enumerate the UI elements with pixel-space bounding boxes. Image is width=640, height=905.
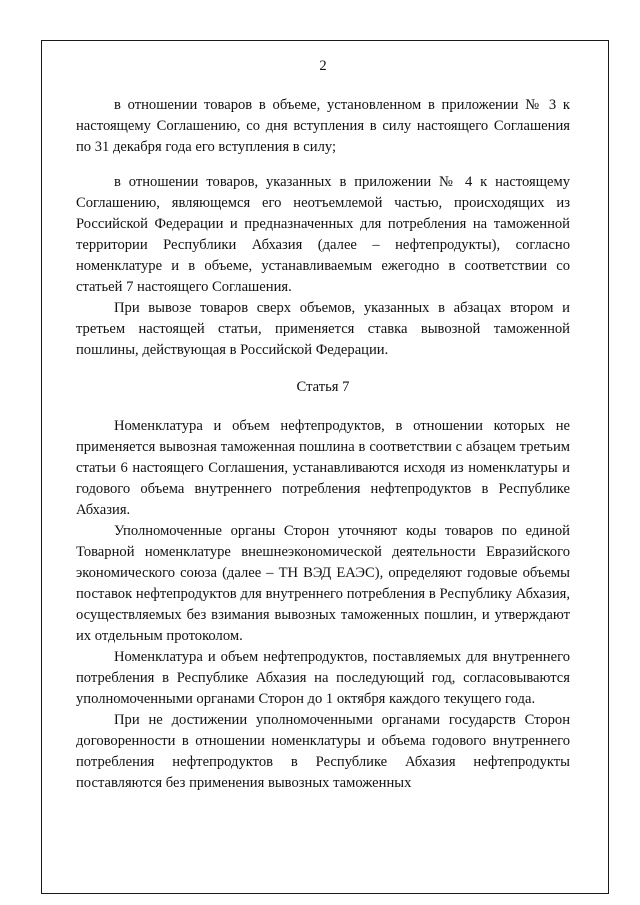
paragraph-6: Номенклатура и объем нефтепродуктов, поставляемых для внутреннего потребления в Республике Абхазия на последующий год, согласовываются уполномоченными органами Сторон до 1 октября каждого текущего года. [76,649,570,707]
paragraph-4: Номенклатура и объем нефтепродуктов, в отношении которых не применяется вывозная таможенная пошлина в соответствии с абзацем третьим статьи 6 настоящего Соглашения, устанавливаются исходя из номенклатуры и годового объема внутреннего потребления нефтепродуктов в Республике Абхазия. [76,418,570,518]
paragraph-5: Уполномоченные органы Сторон уточняют коды товаров по единой Товарной номенклатуре внешнеэкономической деятельности Евразийского экономического союза (далее – ТН ВЭД ЕАЭС), определяют годовые объемы поставок нефтепродуктов для внутреннего потребления в Республику Абхазия, осуществляемых без взимания вывозных таможенных пошлин, и утверждают их отдельным протоколом. [76,523,570,644]
page-number: 2 [319,58,327,74]
paragraph-2: в отношении товаров, указанных в приложении № 4 к настоящему Соглашению, являющемся его неотъемлемой частью, происходящих из Российской Федерации и предназначенных для потребления на таможенной территории Республики Абхазия (далее – нефтепродукты), согласно номенклатуре и в объеме, устанавливаемым ежегодно в соответствии со статьей 7 настоящего Соглашения. [76,174,570,295]
paragraph-7: При не достижении уполномоченными органами государств Сторон договоренности в отношении номенклатуры и объема годового внутреннего потребления нефтепродуктов в Республике Абхазия нефтепродукты поставляются без применения вывозных таможенных [76,712,570,791]
paragraph-3: При вывозе товаров сверх объемов, указанных в абзацах втором и третьем настоящей статьи, применяется ставка вывозной таможенной пошлины, действующая в Российской Федерации. [76,300,570,358]
article-heading: Статья 7 [296,379,350,395]
paragraph-1: в отношении товаров в объеме, установленном в приложении № 3 к настоящему Соглашению, со дня вступления в силу настоящего Соглашения по 31 декабря года его вступления в силу; [76,97,570,155]
document-body [76,56,570,794]
